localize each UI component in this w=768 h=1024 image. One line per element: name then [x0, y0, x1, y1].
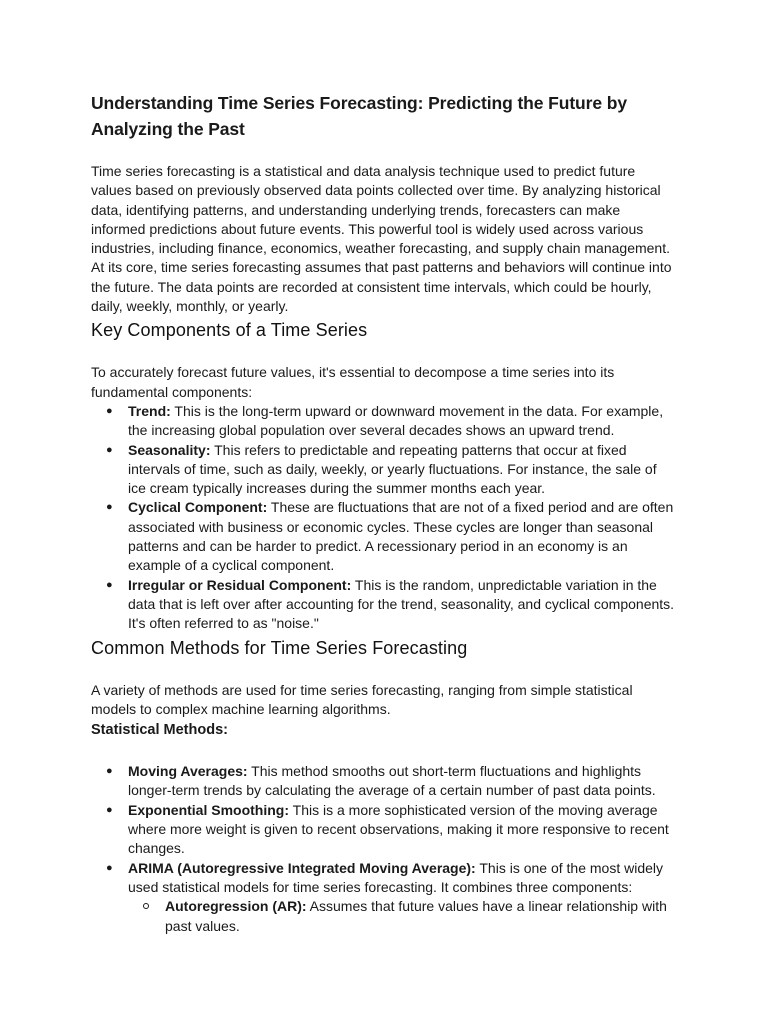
list-item [106, 576, 678, 634]
list-item [106, 498, 678, 575]
list-item [106, 859, 678, 936]
list-item-text: This is the random, unpredictable variation in the data that is left over after accounting for the trend, seasonality, and cyclical components. It's often referred to as "noise." [128, 576, 675, 632]
subsection-heading-statistical: Statistical Methods: [91, 722, 228, 739]
list-item-term: Trend: [128, 402, 171, 419]
bullet-icon: ● [106, 404, 113, 417]
list-item-text: This is a more sophisticated version of the moving average where more weight is given to recent observations, making it more responsive to recent changes. [128, 801, 669, 857]
list-item-text: This refers to predictable and repeating patterns that occur at fixed intervals of time, such as daily, weekly, or yearly fluctuations. For instance, the sale of ice cream typically increases during the summer months each year. [128, 441, 657, 497]
methods-intro-paragraph: A variety of methods are used for time series forecasting, ranging from simple statistical models to complex machine learning algorithms. [91, 681, 633, 717]
list-item-term: Exponential Smoothing: [128, 801, 289, 818]
list-item [165, 897, 678, 936]
list-item-term: Moving Averages: [128, 763, 248, 780]
bullet-icon: ● [106, 443, 113, 456]
bullet-icon: ● [106, 861, 113, 874]
list-item [106, 801, 678, 859]
hollow-bullet-icon [143, 903, 149, 909]
components-list [91, 402, 678, 634]
list-item-text: Assumes that future values have a linear relationship with past values. [165, 898, 667, 934]
section-heading-components: Key Components of a Time Series [91, 320, 368, 341]
list-item [106, 762, 678, 801]
bullet-icon: ● [106, 578, 113, 591]
section-heading-methods: Common Methods for Time Series Forecasting [91, 637, 468, 658]
list-item-text: These are fluctuations that are not of a fixed period and are often associated with business or economic cycles. These cycles are longer than seasonal patterns and can be harder to predict. A recessionary period in an economy is an example of a cyclical component. [128, 499, 674, 574]
list-item-term: Irregular or Residual Component: [128, 576, 352, 593]
list-item [106, 402, 678, 441]
list-item-text: This method smooths out short-term fluctuations and highlights longer-term trends by calculating the average of a certain number of past data points. [128, 763, 656, 799]
list-item-term: Cyclical Component: [128, 499, 268, 516]
bullet-icon: ● [106, 501, 113, 514]
bullet-icon: ● [106, 803, 113, 816]
list-item-text: This is the long-term upward or downward movement in the data. For example, the increasing global population over several decades shows an upward trend. [128, 402, 664, 439]
arima-components-list [128, 897, 678, 936]
list-item-term: Autoregression (AR): [165, 898, 307, 915]
list-item-term: Seasonality: [128, 441, 211, 458]
methods-list [91, 762, 678, 936]
list-item-text: This is one of the most widely used statistical models for time series forecasting. It combines three components: [128, 859, 664, 895]
bullet-icon: ● [106, 765, 113, 778]
list-item [106, 441, 678, 499]
document-title: Understanding Time Series Forecasting: Predicting the Future by Analyzing the Past [91, 93, 627, 139]
components-intro-paragraph: To accurately forecast future values, it's essential to decompose a time series into its fundamental components: [91, 364, 615, 400]
list-item-term: ARIMA (Autoregressive Integrated Moving Average): [128, 859, 476, 876]
intro-paragraph: Time series forecasting is a statistical and data analysis technique used to predict future values based on previously observed data points collected over time. By analyzing historical data, identifying patterns, and understanding underlying trends, forecasters can make informed predictions about future events. This powerful tool is widely used across various industries, including finance, economics, weather forecasting, and supply chain management. At its core, time series forecasting assumes that past patterns and behaviors will continue into the future. The data points are recorded at consistent time intervals, which could be hourly, daily, weekly, monthly, or yearly. [91, 163, 672, 315]
